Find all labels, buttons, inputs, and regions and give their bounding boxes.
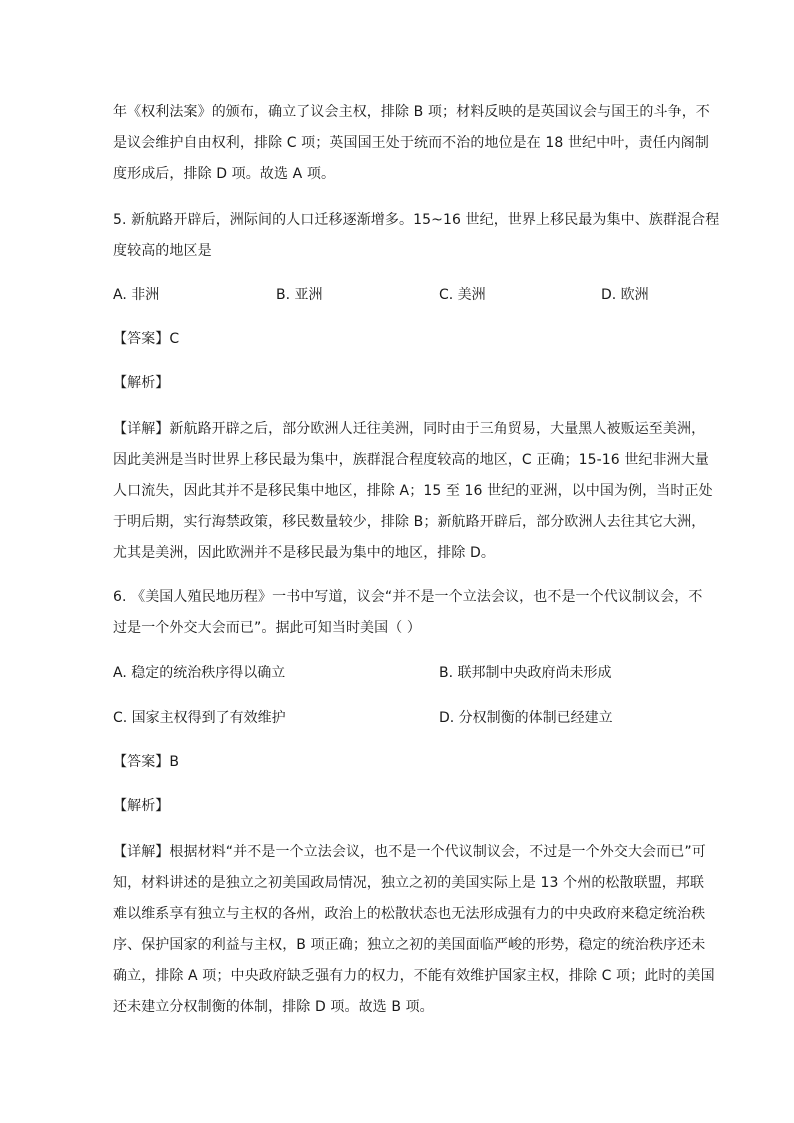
q5-stem-line: 度较高的地区是 <box>113 243 212 259</box>
q6-detail-line: 序、保护国家的利益与主权，B 项正确；独立之初的美国面临严峻的形势，稳定的统治秩序还未 <box>113 937 706 953</box>
intro-line: 是议会维护自由权利，排除 C 项；英国国王处于统而不治的地位是在 18 世纪中叶，责任内阁制 <box>113 135 709 151</box>
q6-option-c: C. 国家主权得到了有效维护 <box>113 710 286 726</box>
q5-option-c: C. 美洲 <box>439 287 486 303</box>
q5-detail-line: 尤其是美洲，因此欧洲并不是移民最为集中的地区，排除 D。 <box>113 545 496 561</box>
q6-detail-line: 【详解】根据材料“并不是一个立法会议，也不是一个代议制议会，不过是一个外交大会而已”可 <box>113 844 706 860</box>
q6-detail-line: 难以维系享有独立与主权的各州，政治上的松散状态也无法形成强有力的中央政府来稳定统治秩 <box>113 906 706 922</box>
q6-analysis-label: 【解析】 <box>113 798 170 814</box>
q6-detail-line: 还未建立分权制衡的体制，排除 D 项。故选 B 项。 <box>113 999 434 1015</box>
q5-option-d: D. 欧洲 <box>601 287 649 303</box>
q6-answer: 【答案】B <box>113 754 180 770</box>
q5-detail-line: 于明后期，实行海禁政策，移民数量较少，排除 B；新航路开辟后，部分欧洲人去往其它大洲， <box>113 514 706 530</box>
intro-line: 年《权利法案》的颁布，确立了议会主权，排除 B 项；材料反映的是英国议会与国王的斗争，不 <box>113 104 710 120</box>
q5-detail-line: 因此美洲是当时世界上移民最为集中，族群混合程度较高的地区，C 正确；15-16 世纪非洲大量 <box>113 452 709 468</box>
q5-answer: 【答案】C <box>113 331 180 347</box>
q6-stem-line: 6. 《美国人殖民地历程》一书中写道，议会“并不是一个立法会议，也不是一个代议制议会，不 <box>113 589 703 605</box>
q5-option-b: B. 亚洲 <box>276 287 323 303</box>
q5-detail-line: 人口流失，因此其并不是移民集中地区，排除 A；15 至 16 世纪的亚洲，以中国为例，当时正处 <box>113 483 713 499</box>
q6-option-d: D. 分权制衡的体制已经建立 <box>439 710 613 726</box>
intro-line: 度形成后，排除 D 项。故选 A 项。 <box>113 166 336 182</box>
q5-analysis-label: 【解析】 <box>113 375 170 391</box>
q6-option-a: A. 稳定的统治秩序得以确立 <box>113 665 286 681</box>
q6-option-b: B. 联邦制中央政府尚未形成 <box>439 665 612 681</box>
q6-detail-line: 知，材料讲述的是独立之初美国政局情况，独立之初的美国实际上是 13 个州的松散联盟，邦联 <box>113 875 705 891</box>
q5-option-a: A. 非洲 <box>113 287 160 303</box>
q6-stem-line: 过是一个外交大会而已”。据此可知当时美国（ ） <box>113 620 422 636</box>
q6-detail-line: 确立，排除 A 项；中央政府缺乏强有力的权力，不能有效维护国家主权，排除 C 项；此时的美国 <box>113 968 715 984</box>
q5-detail-line: 【详解】新航路开辟之后，部分欧洲人迁往美洲，同时由于三角贸易，大量黑人被贩运至美洲， <box>113 421 706 437</box>
q5-stem-line: 5. 新航路开辟后，洲际间的人口迁移逐渐增多。15~16 世纪，世界上移民最为集中、族群混合程 <box>113 212 720 228</box>
